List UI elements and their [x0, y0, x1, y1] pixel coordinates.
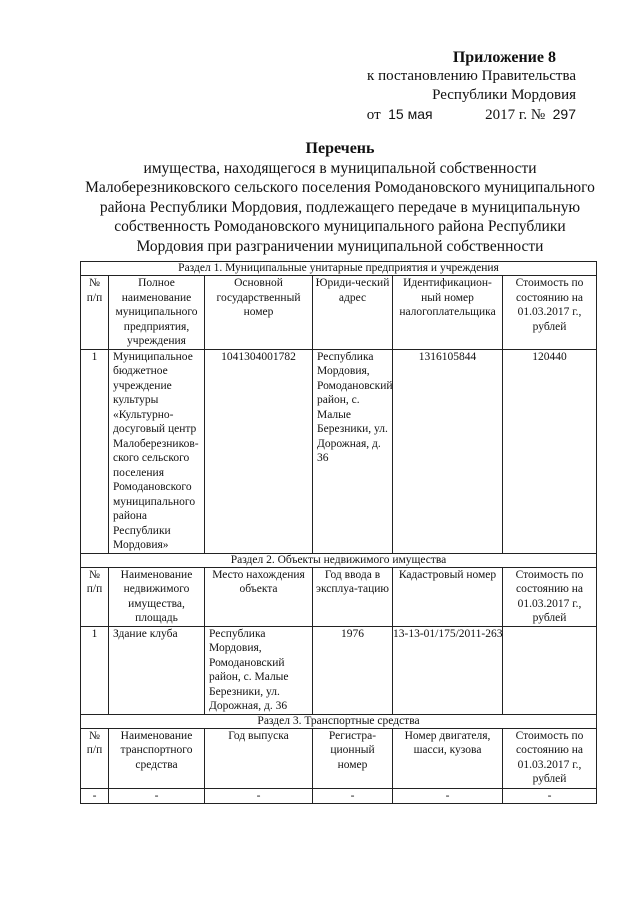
- section-3-title-row: [81, 714, 597, 728]
- table-row: [81, 626, 597, 714]
- s2-row-address: Республика Мордовия, Ромодановский район, с. Малые Березники, ул. Дорожная, д. 36: [205, 626, 313, 714]
- s1-row-name: Муниципальное бюджетное учреждение культуры «Культурно-досуговый центр Малоберезников-ского сельского поселения Ромодановского муниципального района Республики Мордовия»: [109, 349, 205, 553]
- s3-row-name: -: [109, 788, 205, 804]
- s2-row-cost: [503, 626, 597, 714]
- s1-header-cost: Стоимость по состоянию на 01.03.2017 г., рублей: [503, 276, 597, 350]
- date-prefix: от: [366, 107, 381, 123]
- section-3-header-row: [81, 728, 597, 788]
- s3-header-reg: Регистра-ционный номер: [313, 728, 393, 788]
- title-line-2: Малоберезниковского сельского поселения Ромодановского муниципального: [85, 179, 595, 196]
- s1-header-inn: Идентификацион-ный номер налогоплательщика: [393, 276, 503, 350]
- s1-row-num: 1: [81, 349, 109, 553]
- s1-row-address: Республика Мордовия, Ромодановский район, с. Малые Березники, ул. Дорожная, д. 36: [313, 349, 393, 553]
- decree-number: 297: [552, 106, 576, 122]
- s3-header-name: Наименование транспортного средства: [109, 728, 205, 788]
- s3-row-cost: -: [503, 788, 597, 804]
- s3-row-year: -: [205, 788, 313, 804]
- s3-row-reg: -: [313, 788, 393, 804]
- section-1-title: Раздел 1. Муниципальные унитарные предприятия и учреждения: [81, 262, 597, 276]
- s1-header-name: Полное наименование муниципального предприятия, учреждения: [109, 276, 205, 350]
- property-table: [80, 261, 597, 804]
- s1-header-num: № п/п: [81, 276, 109, 350]
- title-line-1: имущества, находящегося в муниципальной собственности: [143, 159, 537, 177]
- s1-row-cost: 120440: [503, 349, 597, 553]
- appendix-line-2: Республики Мордовия: [432, 87, 576, 103]
- s3-header-engine: Номер двигателя, шасси, кузова: [393, 728, 503, 788]
- s3-header-cost: Стоимость по состоянию на 01.03.2017 г., рублей: [503, 728, 597, 788]
- date-day-month: 15 мая: [388, 106, 433, 122]
- title-line-3: района Республики Мордовия, подлежащего передаче в муниципальную: [99, 198, 581, 216]
- s3-header-num: № п/п: [81, 728, 109, 788]
- s2-row-name: Здание клуба: [109, 626, 205, 714]
- section-2-title-row: [81, 553, 597, 567]
- s2-header-name: Наименование недвижимого имущества, площадь: [109, 567, 205, 626]
- section-2-title: Раздел 2. Объекты недвижимого имущества: [81, 553, 597, 567]
- s2-header-num: № п/п: [81, 567, 109, 626]
- section-2-header-row: [81, 567, 597, 626]
- s1-row-ogrn: 1041304001782: [205, 349, 313, 553]
- date-year: 2017 г. №: [485, 107, 546, 123]
- s2-header-location: Место нахождения объекта: [205, 567, 313, 626]
- appendix-title: Приложение 8: [452, 49, 556, 66]
- s2-row-year: 1976: [313, 626, 393, 714]
- s1-header-ogrn: Основной государственный номер: [205, 276, 313, 350]
- appendix-date: [336, 105, 576, 125]
- s1-header-address: Юриди-ческий адрес: [313, 276, 393, 350]
- title-line-4: собственность Ромодановского муниципального района Республики: [114, 218, 566, 235]
- document-title: [60, 139, 620, 256]
- s2-row-num: 1: [81, 626, 109, 714]
- s2-header-cadastral: Кадастровый номер: [393, 567, 503, 626]
- title-line-5: Мордовия при разграничении муниципальной собственности: [136, 237, 544, 255]
- s1-row-inn: 1316105844: [393, 349, 503, 553]
- section-3-title: Раздел 3. Транспортные средства: [81, 714, 597, 728]
- s3-header-year: Год выпуска: [205, 728, 313, 788]
- section-1-title-row: [81, 262, 597, 276]
- s3-row-num: -: [81, 788, 109, 804]
- title-heading: Перечень: [305, 140, 375, 157]
- s2-header-year: Год ввода в эксплуа-тацию: [313, 567, 393, 626]
- s3-row-engine: -: [393, 788, 503, 804]
- appendix-header: [336, 48, 576, 125]
- appendix-line-1: к постановлению Правительства: [367, 68, 576, 84]
- table-row: [81, 349, 597, 553]
- s2-row-cadastral: 13-13-01/175/2011-263: [393, 626, 503, 714]
- table-row: [81, 788, 597, 804]
- s2-header-cost: Стоимость по состоянию на 01.03.2017 г., рублей: [503, 567, 597, 626]
- section-1-header-row: [81, 276, 597, 350]
